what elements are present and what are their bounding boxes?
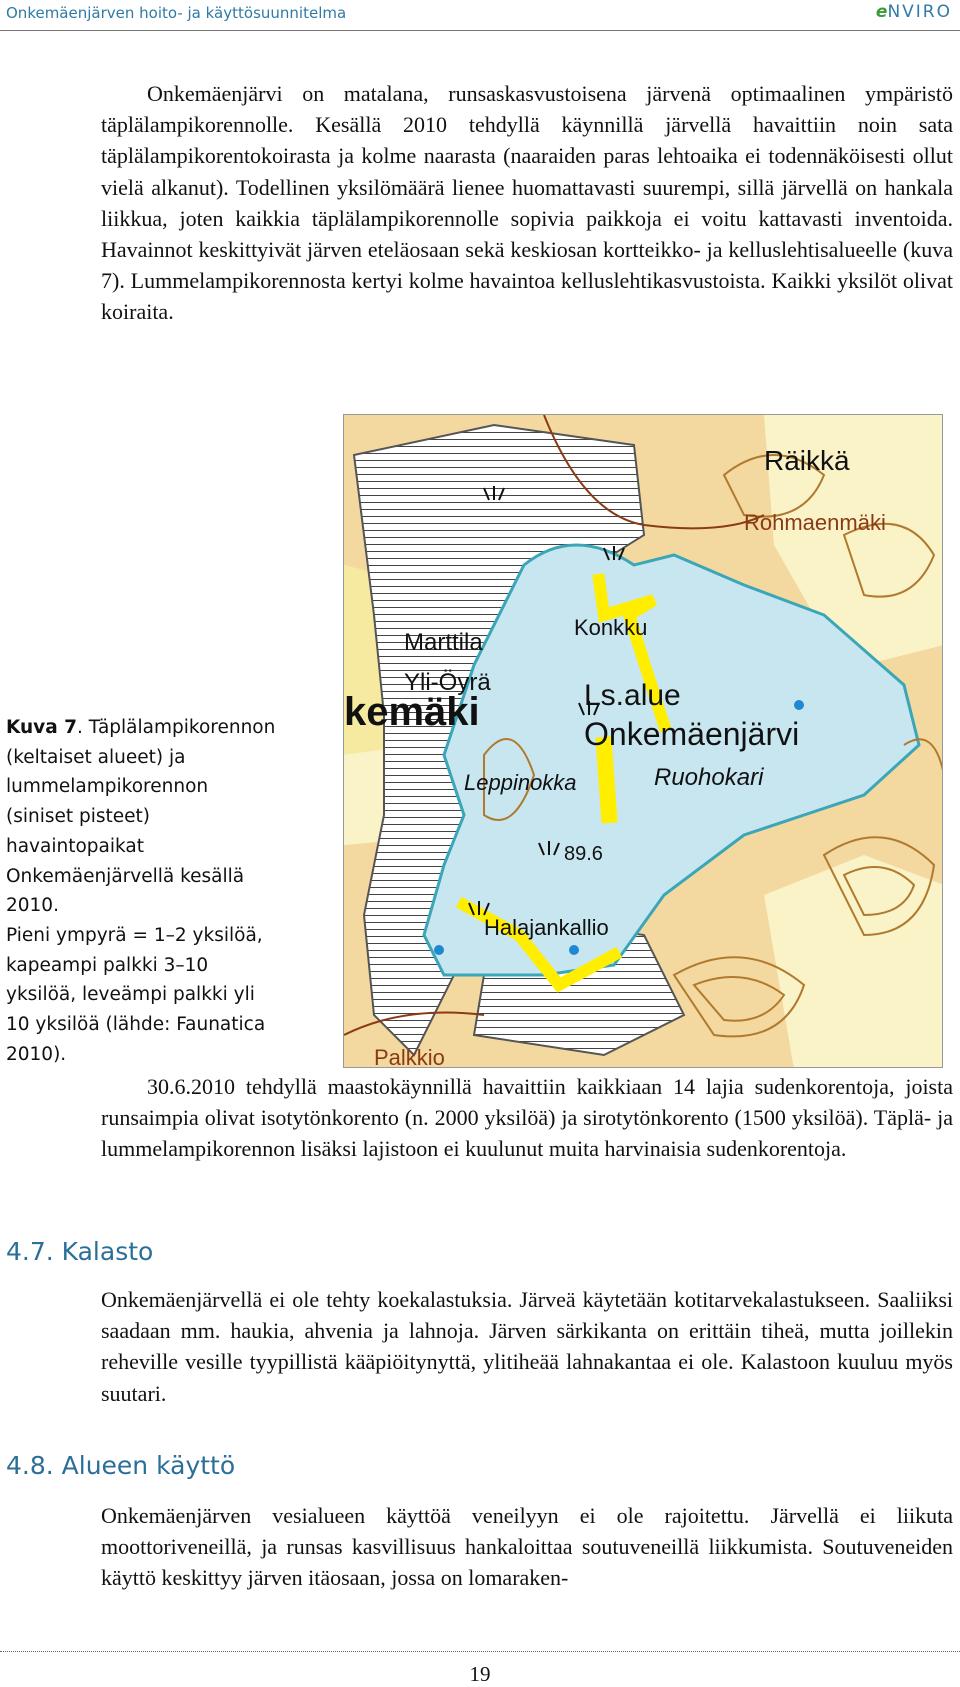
page-number: 19 xyxy=(469,1662,491,1686)
figure-map xyxy=(343,414,943,1068)
header-divider xyxy=(0,30,960,31)
map-label-marttila: Marttila xyxy=(404,629,483,656)
map-label-konkku: Konkku xyxy=(574,615,648,640)
document-title: Onkemäenjärven hoito- ja käyttösuunnitelma xyxy=(6,4,347,22)
paragraph-intro: Onkemäenjärvi on matalana, runsaskasvustoisena järvenä optimaalinen ympäristö täplälampikorennolle. Kesällä 2010 tehdyllä käynnillä järvellä havaittiin noin sata täplälampikorentokoirasta ja kolme naarasta (naaraiden paras lehtoaika ei todennäköisesti ollut vielä alkanut). Todellinen yksilömäärä lienee huomattavasti suurempi, sillä järvellä on hankala liikkua, joten kaikkia täplälampikorennolle sopivia paikkoja ei voitu kattavasti inventoida. Havainnot keskittyivät järven eteläosaan sekä keskiosan kortteikko- ja kelluslehtisalueelle (kuva 7). Lummelampikorennosta kertyi kolme havaintoa kelluslehtikasvustoista. Kaikki yksilöt olivat koiraita. xyxy=(101,81,953,325)
map-label-lake-name: Onkemäenjärvi xyxy=(584,716,800,752)
map-label-palkkio: Palkkio xyxy=(374,1045,445,1068)
figure-caption xyxy=(6,713,281,921)
map-forest-se xyxy=(764,855,943,1068)
map-label-yli-oyra: Yli-Öyrä xyxy=(404,669,491,696)
footer-divider xyxy=(0,1651,960,1652)
map-label-elevation: 89.6 xyxy=(564,843,603,865)
map-label-kemaki: kemäki xyxy=(344,690,480,734)
map-label-halajankallio: Halajankallio xyxy=(484,915,609,940)
caption-text: . Täplälampikorennon (keltaiset alueet) ja lummelampikorennon (siniset pisteet) havaintopaikat Onkemäenjärvellä kesällä 2010. xyxy=(6,717,276,917)
heading-kalasto: 4.7. Kalasto xyxy=(6,1237,154,1266)
map-label-ls-alue: Ls.alue xyxy=(584,679,681,712)
map-label-rohmaenmaki: Rohmaenmäki xyxy=(744,510,886,535)
heading-alueen-kaytto: 4.8. Alueen käyttö xyxy=(6,1451,236,1480)
figure-caption-note: Pieni ympyrä = 1–2 yksilöä, kapeampi palkki 3–10 yksilöä, leveämpi palkki yli 10 yksilöä (lähde: Faunatica 2010). xyxy=(6,925,266,1065)
paragraph-fish: Onkemäenjärvellä ei ole tehty koekalastuksia. Järveä käytetään kotitarvekalastukseen. Saaliiksi saadaan mm. haukia, ahvenia ja lahnoja. Järven särkikanta on erittäin tiheä, mutta joillekin reheville vesille tyypillistä kääpiöitynyttä, ylitiheää lahnakantaa ei ole. Kalastoon kuuluu myös suutari. xyxy=(101,1287,953,1406)
paragraph-area-use: Onkemäenjärven vesialueen käyttöä veneilyyn ei ole rajoitettu. Järvellä ei liikuta moottoriveneillä, ja runsas kasvillisuus hankaloittaa soutuveneillä liikkumista. Soutuveneiden käyttö keskittyy järven itäosaan, jossa on lomaraken- xyxy=(101,1503,953,1591)
map-label-raikka: Räikkä xyxy=(764,445,850,476)
paragraph-dragonflies: 30.6.2010 tehdyllä maastokäynnillä havaittiin kaikkiaan 14 lajia sudenkorentoja, joista runsaimpia olivat isotytönkorento (n. 2000 yksilöä) ja sirotytönkorento (1500 yksilöä). Täplä- ja lummelampikorennon lisäksi lajistoon ei kuulunut muita harvinaisia sudenkorentoja. xyxy=(101,1074,953,1162)
page-header xyxy=(0,0,960,30)
enviro-logo: eNVIRO xyxy=(875,2,952,22)
map-label-leppinokka: Leppinokka xyxy=(464,770,577,795)
caption-label: Kuva 7 xyxy=(6,717,78,738)
map-label-ruohokari: Ruohokari xyxy=(654,764,764,791)
map-image xyxy=(344,415,943,1068)
